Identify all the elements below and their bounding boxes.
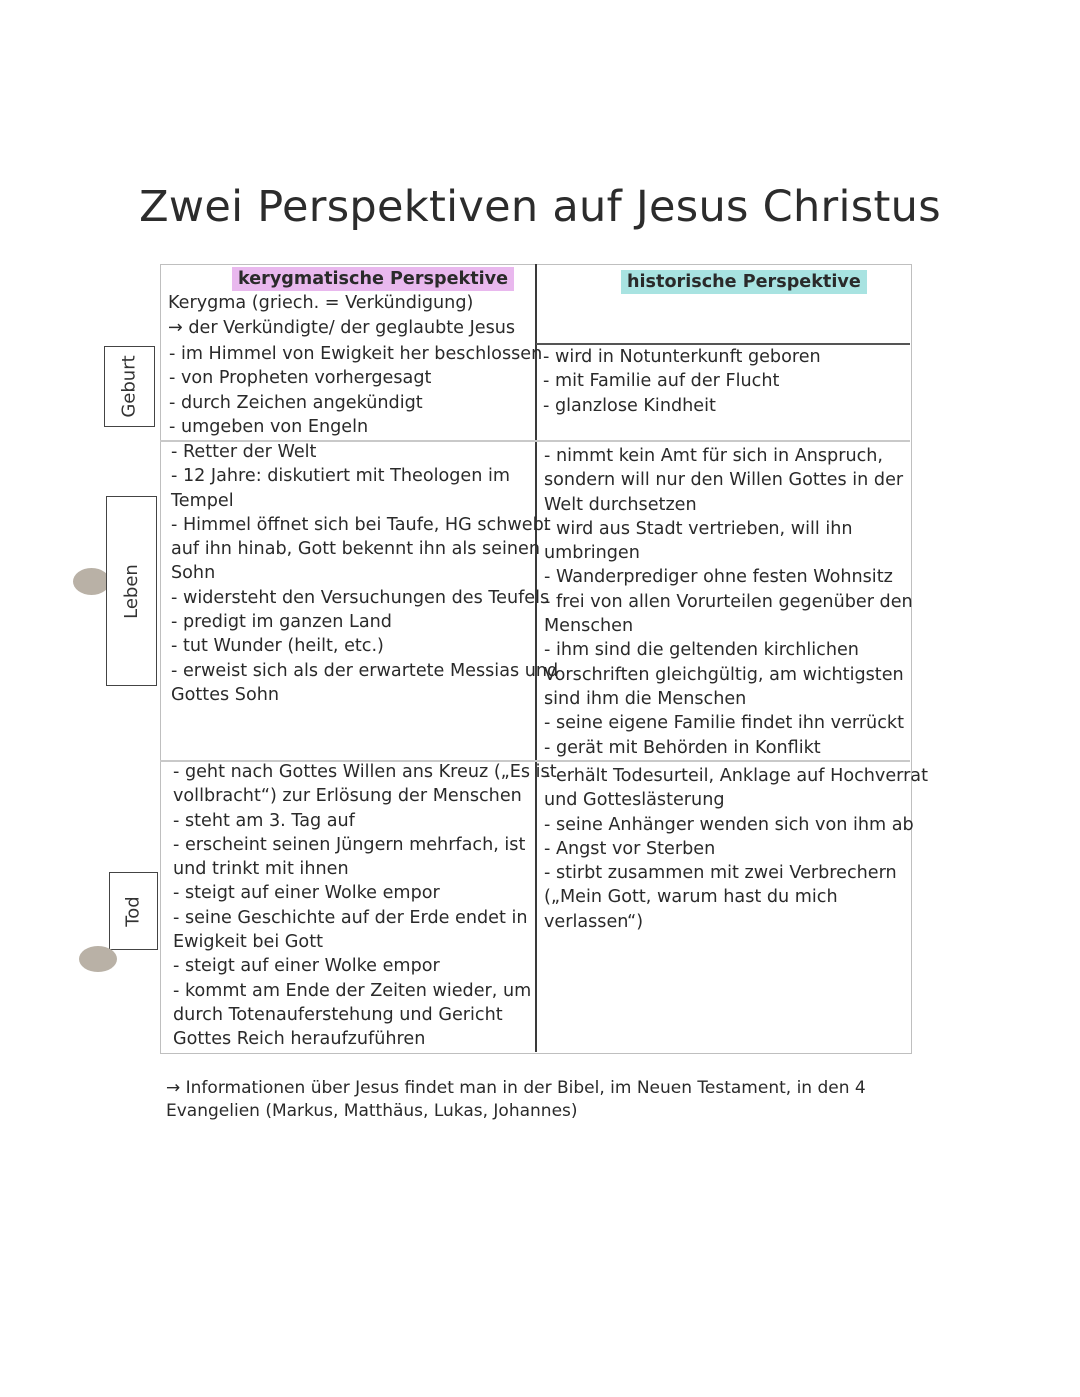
list-item: - widersteht den Versuchungen des Teufels xyxy=(171,587,550,608)
leben-right-cell xyxy=(544,444,913,760)
footer-note xyxy=(166,1077,866,1123)
list-item: - gerät mit Behörden in Konflikt xyxy=(544,737,821,758)
kerygmatic-header xyxy=(168,267,528,340)
list-item: - im Himmel von Ewigkeit her beschlossen xyxy=(169,344,543,364)
list-item: - durch Zeichen angekündigt xyxy=(169,392,423,413)
list-item: Vorschriften gleichgültig, am wichtigsten xyxy=(544,664,904,685)
footer-line: Evangelien (Markus, Matthäus, Lukas, Johannes) xyxy=(166,1101,578,1121)
list-item: sind ihm die Menschen xyxy=(544,688,747,709)
list-item: auf ihn hinab, Gott bekennt ihn als seinen xyxy=(171,539,540,560)
list-item: - umgeben von Engeln xyxy=(169,416,369,437)
list-item: - 12 Jahre: diskutiert mit Theologen im xyxy=(171,466,511,487)
geburt-right-cell xyxy=(543,345,821,418)
list-item: - glanzlose Kindheit xyxy=(543,395,716,416)
list-item: - wird in Notunterkunft geboren xyxy=(543,347,821,367)
list-item: Tempel xyxy=(171,490,234,511)
tag-leben xyxy=(106,496,157,686)
tab-sticker xyxy=(79,946,117,972)
list-item: („Mein Gott, warum hast du mich xyxy=(544,887,838,908)
kerygmatic-line: Kerygma (griech. = Verkündigung) xyxy=(168,293,474,314)
list-item: umbringen xyxy=(544,543,640,564)
list-item: - erscheint seinen Jüngern mehrfach, ist xyxy=(173,834,526,855)
geburt-left-cell xyxy=(169,342,542,439)
list-item: und Gotteslästerung xyxy=(544,790,725,811)
list-item: Sohn xyxy=(171,563,216,584)
list-item: - von Propheten vorhergesagt xyxy=(169,368,432,389)
list-item: - mit Familie auf der Flucht xyxy=(543,371,780,392)
list-item: - frei von allen Vorurteilen gegenüber den xyxy=(544,591,913,612)
list-item: Ewigkeit bei Gott xyxy=(173,932,323,953)
leben-left-cell xyxy=(171,440,558,707)
list-item: vollbracht“) zur Erlösung der Menschen xyxy=(173,786,522,807)
list-item: - steigt auf einer Wolke empor xyxy=(173,883,440,904)
list-item: - nimmt kein Amt für sich in Anspruch, xyxy=(544,446,884,466)
list-item: - Himmel öffnet sich bei Taufe, HG schwebt xyxy=(171,514,551,535)
tag-leben-label: Leben xyxy=(121,563,143,619)
list-item: - seine eigene Familie findet ihn verrückt xyxy=(544,713,904,734)
list-item: Gottes Reich heraufzuführen xyxy=(173,1029,426,1050)
page-title: Zwei Perspektiven auf Jesus Christus xyxy=(139,182,941,232)
kerygmatic-title: kerygmatische Perspektive xyxy=(232,267,514,291)
footer-line: → Informationen über Jesus findet man in der Bibel, im Neuen Testament, in den 4 xyxy=(166,1078,866,1098)
tag-geburt-label: Geburt xyxy=(119,355,141,418)
list-item: - Retter der Welt xyxy=(171,442,317,462)
list-item: - Wanderprediger ohne festen Wohnsitz xyxy=(544,567,893,588)
tag-tod-label: Tod xyxy=(123,895,144,927)
list-item: durch Totenauferstehung und Gericht xyxy=(173,1004,503,1025)
list-item: - stirbt zusammen mit zwei Verbrechern xyxy=(544,863,897,884)
tod-left-cell xyxy=(173,760,557,1052)
list-item: - tut Wunder (heilt, etc.) xyxy=(171,636,384,657)
kerygmatic-line: → der Verkündigte/ der geglaubte Jesus xyxy=(168,317,516,338)
list-item: - geht nach Gottes Willen ans Kreuz („Es ist xyxy=(173,762,557,782)
list-item: - erweist sich als der erwartete Messias und xyxy=(171,660,559,681)
list-item: - seine Geschichte auf der Erde endet in xyxy=(173,907,528,928)
list-item: - wird aus Stadt vertrieben, will ihn xyxy=(544,518,853,539)
list-item: - erhält Todesurteil, Anklage auf Hochverrat xyxy=(544,766,928,786)
historic-header xyxy=(621,270,867,294)
tag-tod xyxy=(109,872,158,950)
list-item: - predigt im ganzen Land xyxy=(171,612,392,633)
list-item: Gottes Sohn xyxy=(171,684,280,705)
historic-title: historische Perspektive xyxy=(621,270,867,294)
list-item: - ihm sind die geltenden kirchlichen xyxy=(544,640,859,661)
list-item: - steht am 3. Tag auf xyxy=(173,810,355,831)
list-item: Welt durchsetzen xyxy=(544,494,697,515)
tag-geburt xyxy=(104,346,155,427)
list-item: Menschen xyxy=(544,616,634,637)
list-item: sondern will nur den Willen Gottes in der xyxy=(544,470,904,491)
list-item: - seine Anhänger wenden sich von ihm ab xyxy=(544,814,914,835)
tod-right-cell xyxy=(544,764,928,934)
list-item: verlassen“) xyxy=(544,911,644,932)
list-item: - Angst vor Sterben xyxy=(544,838,716,859)
list-item: und trinkt mit ihnen xyxy=(173,859,349,880)
tab-sticker xyxy=(73,568,110,595)
list-item: - steigt auf einer Wolke empor xyxy=(173,956,440,977)
list-item: - kommt am Ende der Zeiten wieder, um xyxy=(173,980,532,1001)
